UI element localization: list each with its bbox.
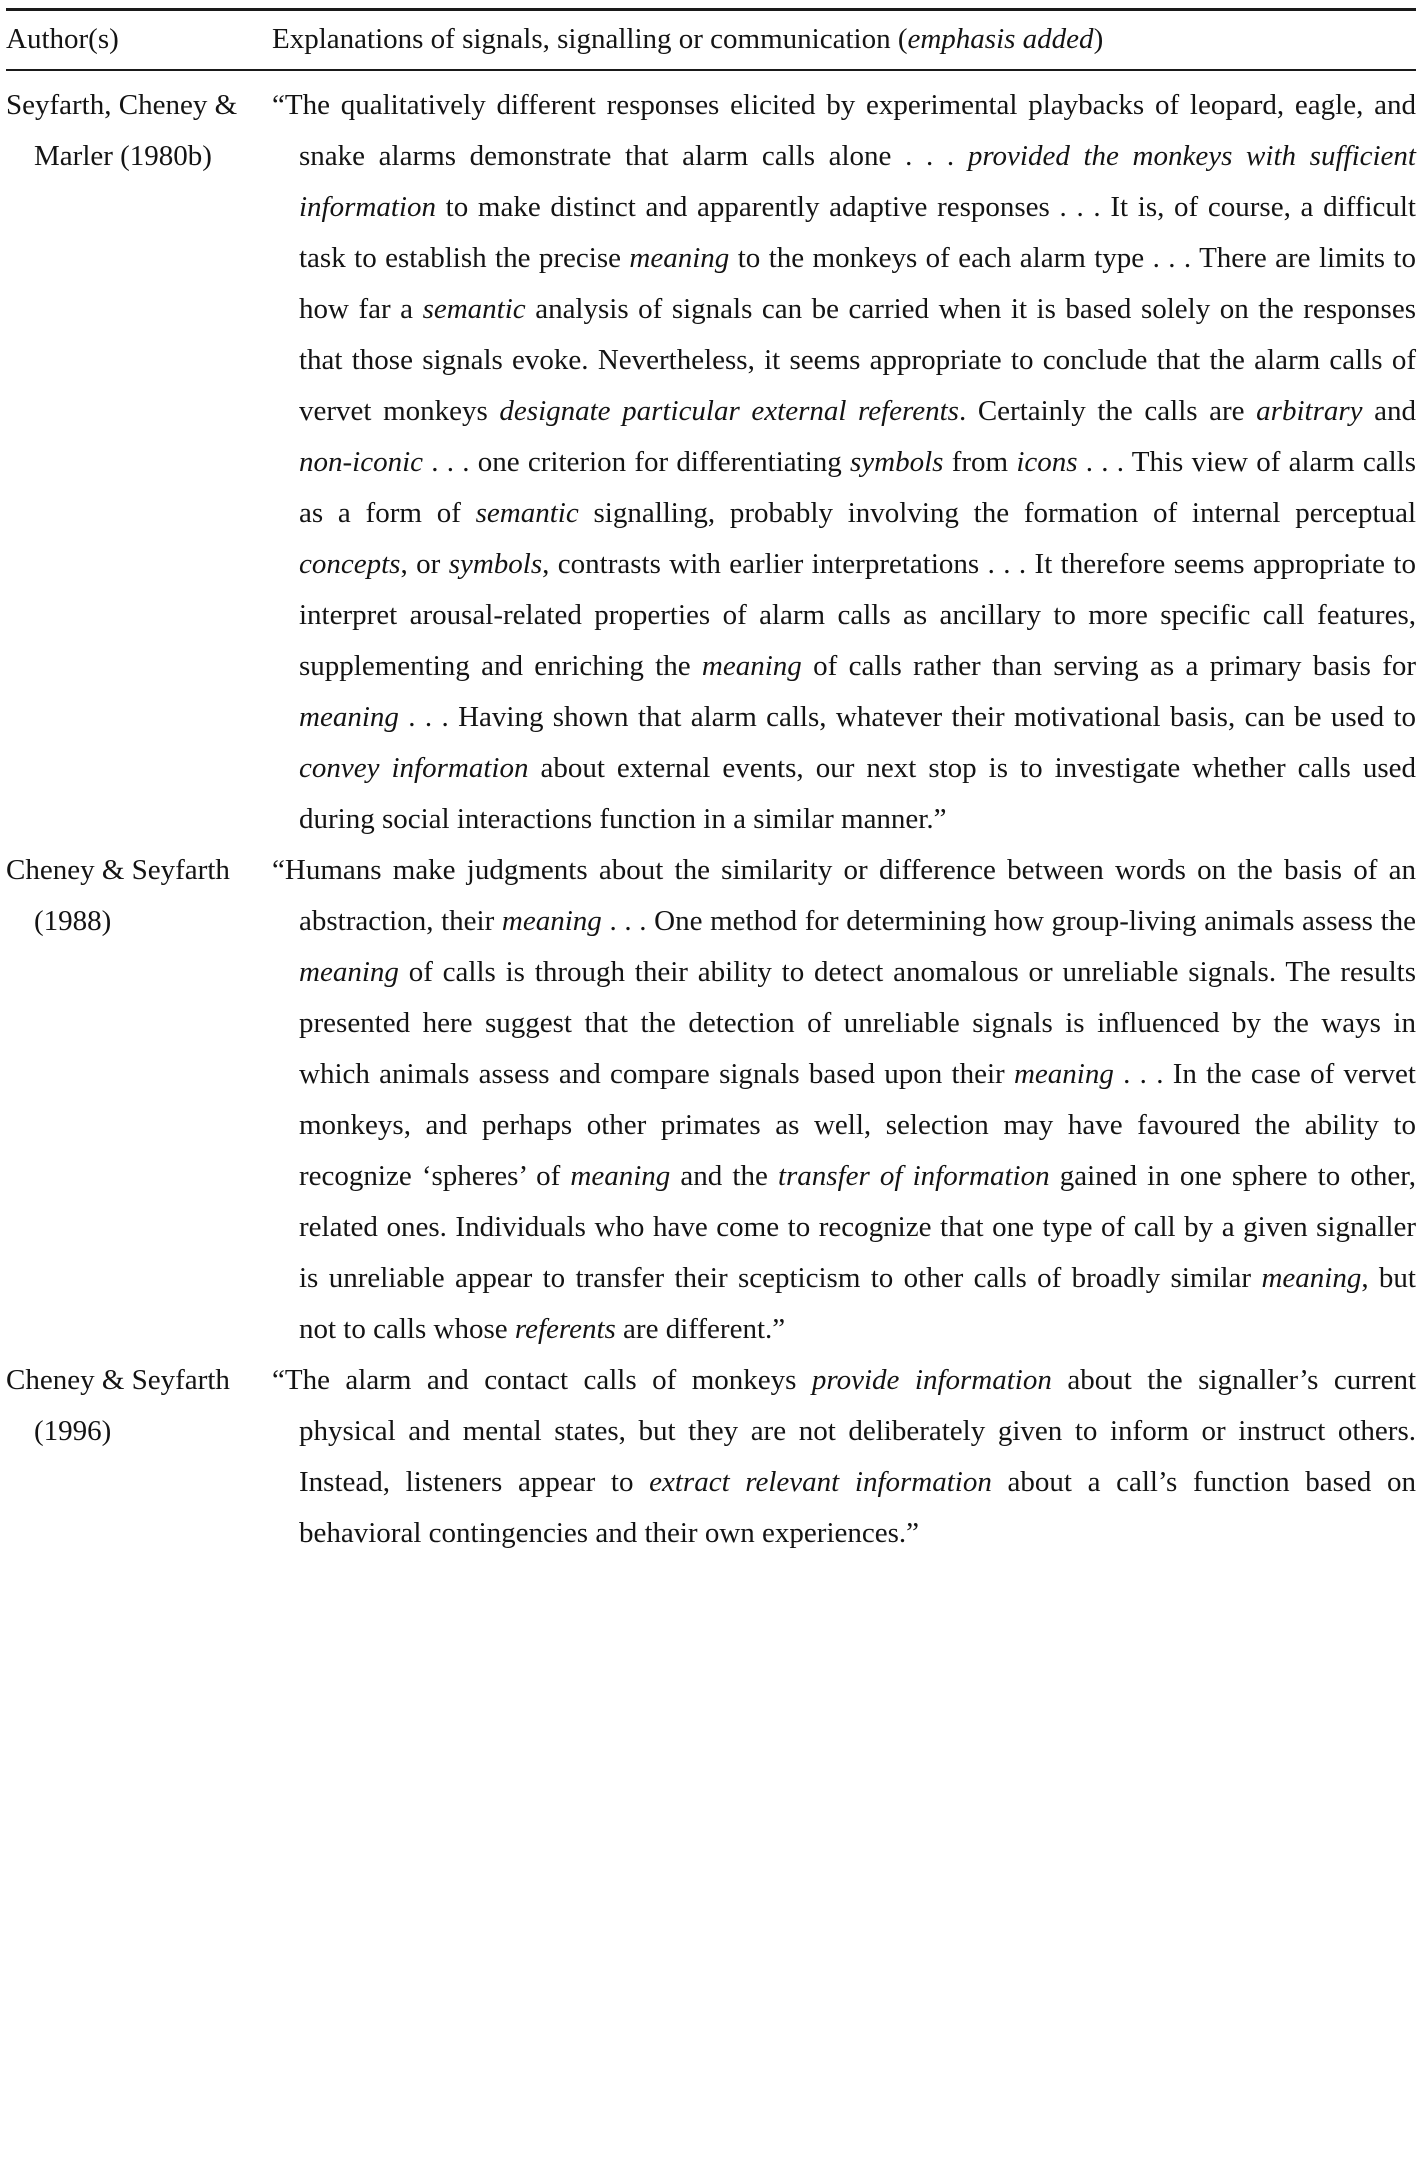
plain-text: . . . One method for determining how group-living animals assess the <box>601 905 1417 937</box>
emphasis-text: meaning <box>299 956 399 988</box>
emphasis-text: semantic <box>475 497 579 529</box>
emphasis-text: meaning <box>1261 1262 1362 1294</box>
plain-text: about a call’s function based on behavioral contingencies and their own experiences.” <box>299 1466 1416 1549</box>
plain-text: of calls rather than serving as a primary basis for <box>801 650 1417 682</box>
emphasis-text: extract relevant information <box>649 1466 992 1498</box>
plain-text: . . . This view of alarm calls as a form of <box>299 446 1417 529</box>
emphasis-text: meaning <box>570 1160 671 1192</box>
plain-text: . Certainly the calls are <box>958 395 1257 427</box>
author-cell: Seyfarth, Cheney & Marler (1980b) <box>6 89 238 172</box>
plain-text: . . . Having shown that alarm calls, whatever their motivational basis, can be used to <box>398 701 1416 733</box>
plain-text: , contrasts with earlier interpretations . . . It therefore seems appropriate to interpret arousal-related properties of alarm calls as ancillary to more specific call features, supplementing and enriching the <box>299 548 1416 682</box>
explanations-column-header <box>272 14 1416 65</box>
plain-text: ) <box>1093 23 1104 55</box>
plain-text: . . . one criterion for differentiating <box>423 446 851 478</box>
plain-text: of calls is through their ability to detect anomalous or unreliable signals. The results presented here suggest that the detection of unreliable signals is influenced by the ways in which animals assess and compare signals based upon their <box>299 956 1416 1090</box>
quote-cell <box>272 1355 1416 1559</box>
plain-text: , or <box>400 548 449 580</box>
plain-text: “The qualitatively different responses elicited by experimental playbacks of leopard, eagle, and snake alarms demonstrate that alarm calls alone . . . <box>272 89 1416 172</box>
plain-text: “Humans make judgments about the similarity or difference between words on the basis of an abstraction, their <box>272 854 1416 937</box>
table-row <box>6 80 1416 845</box>
quote-cell <box>272 80 1416 845</box>
emphasis-text: convey information <box>299 752 529 784</box>
plain-text: and the <box>670 1160 778 1192</box>
plain-text: “The alarm and contact calls of monkeys <box>272 1364 812 1396</box>
plain-text: and <box>1362 395 1417 427</box>
plain-text: , but not to calls whose <box>299 1262 1416 1345</box>
emphasis-text: concepts <box>299 548 401 580</box>
emphasis-text: meaning <box>629 242 730 274</box>
plain-text: . . . In the case of vervet monkeys, and perhaps other primates as well, selection may have favoured the ability to recognize ‘spheres’ of <box>299 1058 1416 1192</box>
plain-text: to the monkeys of each alarm type . . . There are limits to how far a <box>299 242 1416 325</box>
plain-text: about the signaller’s current physical and mental states, but they are not deliberately given to inform or instruct others. Instead, listeners appear to <box>299 1364 1417 1498</box>
author-cell: Cheney & Seyfarth (1988) <box>6 854 230 937</box>
plain-text: are different.” <box>615 1313 786 1345</box>
plain-text: to make distinct and apparently adaptive responses . . . It is, of course, a difficult task to establish the precise <box>299 191 1416 274</box>
emphasis-text: symbols <box>850 446 944 478</box>
quote-cell <box>272 845 1416 1355</box>
emphasis-text: meaning <box>299 701 399 733</box>
emphasis-text: transfer of information <box>777 1160 1050 1192</box>
emphasis-text: semantic <box>422 293 526 325</box>
emphasis-text: designate particular external referents <box>499 395 959 427</box>
plain-text: gained in one sphere to other, related ones. Individuals who have come to recognize that one type of call by a given signaller is unreliable appear to transfer their scepticism to other calls of broadly similar <box>299 1160 1416 1294</box>
emphasis-text: non-iconic <box>299 446 424 478</box>
plain-text: Explanations of signals, signalling or communication ( <box>272 23 908 55</box>
table-row <box>6 1355 1416 1559</box>
emphasis-text: provided the monkeys with sufficient information <box>299 140 1416 223</box>
author-column-header: Author(s) <box>6 23 119 55</box>
emphasis-text: meaning <box>501 905 602 937</box>
plain-text: signalling, probably involving the formation of internal perceptual <box>578 497 1416 529</box>
emphasis-text: meaning <box>1013 1058 1114 1090</box>
emphasis-text: icons <box>1016 446 1078 478</box>
signals-explanations-table <box>6 8 1416 1559</box>
plain-text: from <box>943 446 1017 478</box>
plain-text: about external events, our next stop is to investigate whether calls used during social interactions function in a similar manner.” <box>299 752 1416 835</box>
table-header-row <box>6 11 1416 71</box>
emphasis-text: symbols <box>448 548 543 580</box>
emphasis-text: meaning <box>701 650 802 682</box>
emphasis-text: provide information <box>811 1364 1052 1396</box>
author-cell: Cheney & Seyfarth (1996) <box>6 1364 230 1447</box>
emphasis-text: emphasis added <box>907 23 1094 55</box>
table-body <box>6 71 1416 1559</box>
emphasis-text: referents <box>514 1313 616 1345</box>
table-row <box>6 845 1416 1355</box>
emphasis-text: arbitrary <box>1256 395 1363 427</box>
plain-text: analysis of signals can be carried when it is based solely on the responses that those signals evoke. Nevertheless, it seems appropriate to conclude that the alarm calls of vervet monkeys <box>299 293 1416 427</box>
